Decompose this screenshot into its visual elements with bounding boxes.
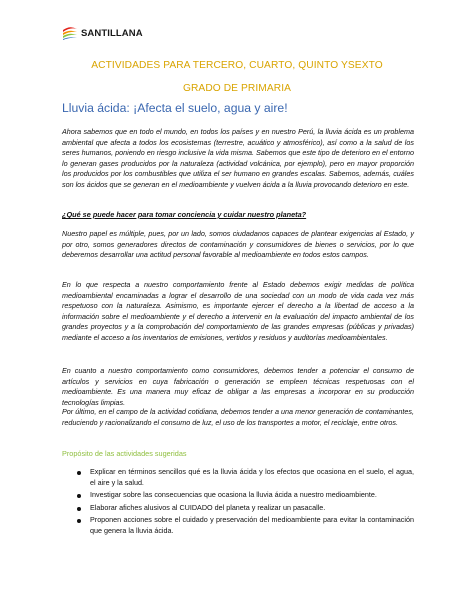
- header-title-line1: ACTIVIDADES PARA TERCERO, CUARTO, QUINTO YSEXTO: [91, 60, 383, 71]
- question-heading: ¿Qué se puede hacer para tomar conciencia y cuidar nuestro planeta?: [62, 210, 307, 219]
- intro-paragraph: Ahora sabemos que en todo el mundo, en todos los países y en nuestro Perú, la lluvia ácida es un problema ambiental que afecta a todos los ecosistemas (terrestre, acuático y atmosférico), así como a la salud de los seres humanos, poniendo en riesgo inclusive la vida misma. Sabemos que este tipo de deterioro en el entorno lo generan gases producidos por la naturaleza (actividad volcánica, por ejemplo), pero en mayor proporción los producidos por los combustibles que utiliza el ser humano en grandes escalas. Sabemos, además, cuáles son los ácidos que se generan en el medioambiente y vuelven ácida a la lluvia provocando deterioro en este.: [62, 127, 414, 189]
- activities-list: [62, 467, 414, 539]
- paragraph-daily: Por último, en el campo de la actividad cotidiana, debemos tender a una menor generación de contaminantes, reduciendo y racionalizando el consumo de luz, el uso de los transportes a motor, el reciclaje, entre otros.: [62, 407, 414, 427]
- paragraph-consumers: En cuanto a nuestro comportamiento como consumidores, debemos tender a potenciar el consumo de artículos y servicios en cuya fabricación o generación se empleen técnicas respetuosas con el medioambiente. Es una manera muy eficaz de obligar a las empresas a incorporar en su producción tecnologías limpias.: [62, 366, 414, 407]
- bullet-icon: [77, 519, 81, 523]
- logo-text: SANTILLANA: [81, 27, 143, 39]
- purpose-heading: Propósito de las actividades sugeridas: [62, 449, 187, 458]
- list-item-text: Investigar sobre las consecuencias que ocasiona la lluvia ácida a nuestro medioambiente.: [90, 490, 377, 500]
- list-item: [62, 467, 414, 488]
- list-item-text: Elaborar afiches alusivos al CUIDADO del planeta y realizar un pasacalle.: [90, 502, 326, 512]
- document-subtitle: Lluvia ácida: ¡Afecta el suelo, agua y aire!: [62, 101, 288, 115]
- paragraph-role: Nuestro papel es múltiple, pues, por un lado, somos ciudadanos capaces de plantear exigencias al Estado, y por otro, somos generadores directos de contaminación y consumidores de bienes o servicios, por lo que deberemos desarrollar una actitud personal favorable al medioambiente en todos estos campos.: [62, 229, 414, 260]
- santillana-logo-icon: [62, 26, 78, 40]
- bullet-icon: [77, 471, 81, 475]
- list-item: [62, 503, 414, 514]
- bullet-icon: [77, 494, 81, 498]
- santillana-logo: [62, 26, 143, 40]
- list-item-text: Explicar en términos sencillos qué es la lluvia ácida y los efectos que ocasiona en el suelo, el agua, el aire y la salud.: [90, 467, 414, 487]
- list-item: [62, 490, 414, 501]
- bullet-icon: [77, 507, 81, 511]
- header-title-line2: GRADO DE PRIMARIA: [182, 83, 292, 94]
- list-item-text: Proponen acciones sobre el cuidado y preservación del medioambiente para evitar la contaminación que genera la lluvia ácida.: [90, 515, 414, 535]
- list-item: [62, 515, 414, 536]
- paragraph-state: En lo que respecta a nuestro comportamiento frente al Estado debemos exigir medidas de política medioambiental encaminadas a lograr el desarrollo de una sociedad con un modo de vida cada vez más respetuoso con la naturaleza. Asimismo, es importante ejercer el derecho a la libertad de acceso a la información sobre el medioambiente y el derecho a intervenir en la evaluación del impacto ambiental de los grandes proyectos y a la comprobación del comportamiento de las grandes empresas (públicas y privadas) mediante el acceso a los inventarios de emisiones, vertidos y residuos y auditorías medioambientales.: [62, 280, 414, 342]
